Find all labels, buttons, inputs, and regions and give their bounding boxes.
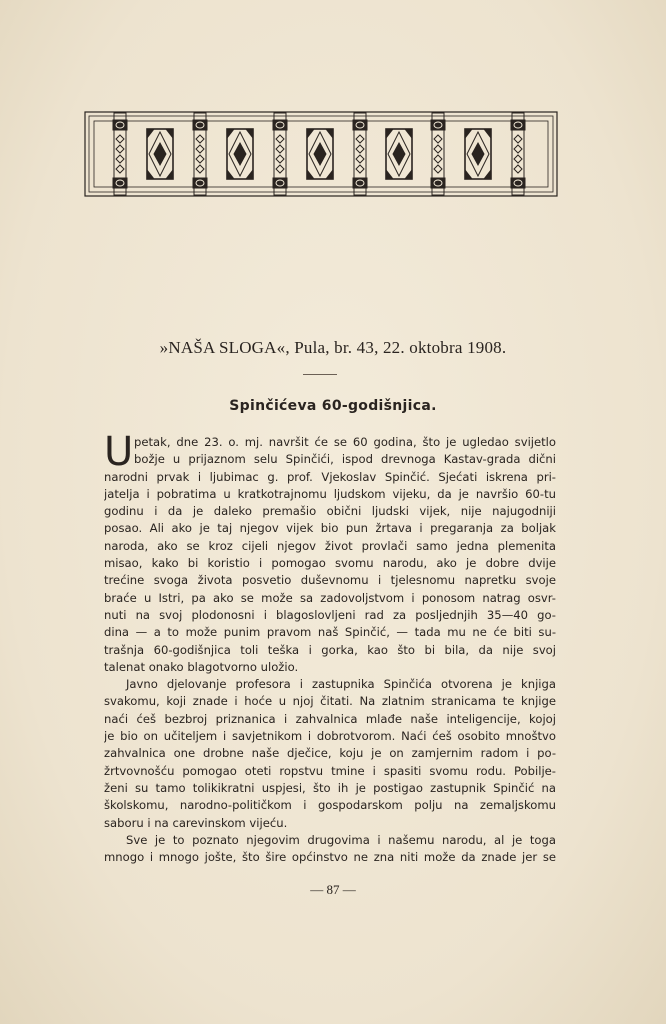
text-line: braće u Istri, pa ako se može sa zadovoljstvom i ponosom natrag osvr- xyxy=(104,590,556,605)
text-line: žrtvovnošću pomogao oteti ropstvu tmine i spasiti svomu rodu. Pobilje- xyxy=(104,763,556,778)
article-body xyxy=(104,429,556,866)
text-line: narodni prvak i ljubimac g. prof. Vjekoslav Spinčić. Sjećati iskrena pri- xyxy=(104,469,556,484)
ornament-column xyxy=(431,113,445,195)
ornament-column xyxy=(113,113,127,195)
newspaper-source-line: »NAŠA SLOGA«, Pula, br. 43, 22. oktobra 1908. xyxy=(159,338,507,357)
text-line: nuti na svoj plodonosni i blagoslovljeni rad za posljednjih 35—40 go- xyxy=(104,607,556,622)
text-line: Sve je to poznato njegovim drugovima i našemu narodu, al je toga xyxy=(126,832,556,847)
page-number: — 87 — xyxy=(310,882,356,897)
ornament-panel xyxy=(147,129,173,179)
text-line: ženi su tamo tolikikratni uspjesi, što ih je postigao zastupnik Spinčić na xyxy=(104,780,556,795)
text-line: školskomu, narodno-političkom i gospodarskom polju na zemaljskomu xyxy=(104,798,556,813)
paragraph-3 xyxy=(104,832,556,867)
ornament-panel xyxy=(465,129,491,179)
text-line: zahvalnica one drobne naše dječice, koju je on zamjernim radom i po- xyxy=(104,746,556,761)
text-line: naroda, ako se kroz cijeli njegov život provlači samo jedna plemenita xyxy=(104,538,556,553)
text-line: dina — a to može punim pravom naš Spinčić, — tada mu ne će biti su- xyxy=(104,625,556,640)
text-line: božje u prijaznom selu Spinčići, ispod drevnoga Kastav-grada dični xyxy=(134,452,556,467)
ornament-panel xyxy=(227,129,253,179)
paragraph-2 xyxy=(104,676,556,832)
ornament-column xyxy=(511,113,525,195)
text-line: talenat onako blagotvorno uložio. xyxy=(104,659,299,674)
ornament-column xyxy=(353,113,367,195)
ornament-panel xyxy=(307,129,333,179)
text-line: mnogo i mnogo jošte, što šire općinstvo ne zna niti može da znade jer se xyxy=(104,850,556,865)
decorative-ornament xyxy=(84,111,558,197)
ornament-panel xyxy=(386,129,412,179)
text-line: naći ćeš bezbroj priznanica i zahvalnica mlađe naše inteligencije, kojoj xyxy=(104,711,556,726)
ornament-column xyxy=(273,113,287,195)
text-line: godinu i da je daleko premašio obični ljudski vijek, nije najugodniji xyxy=(104,504,556,519)
text-line: Javno djelovanje profesora i zastupnika Spinčića otvorena je knjiga xyxy=(126,677,556,692)
text-line: svakomu, koji znade i hoće u njoj čitati. Na zlatnim stranicama te knjige xyxy=(104,694,556,709)
text-line: misao, kako bi koristio i pomogao svomu narodu, ako je dobre dvije xyxy=(104,556,556,571)
divider-rule xyxy=(303,374,337,375)
text-line: posao. Ali ako je taj njegov vijek bio pun žrtava i pregaranja za boljak xyxy=(104,521,556,536)
ornament-column xyxy=(193,113,207,195)
article-title: Spinčićeva 60-godišnjica. xyxy=(229,398,437,414)
text-line: jatelja i pobratima u kratkotrajnomu ljudskom vijeku, da je navršio 60-tu xyxy=(104,486,556,501)
text-line: saboru i na carevinskom vijeću. xyxy=(104,815,288,830)
text-line: trašnja 60-godišnjica toli teška i gorka, kao što bi bila, da nije svoj xyxy=(104,642,556,657)
text-line: petak, dne 23. o. mj. navršit će se 60 godina, što je ugledao svijetlo xyxy=(134,435,556,449)
text-line: je bio on učiteljem i savjetnikom i dobrotvorom. Naći ćeš osobito mnoštvo xyxy=(104,729,556,744)
drop-cap: U xyxy=(104,429,134,475)
paragraph-1 xyxy=(104,429,556,676)
text-line: trećine svoga života posvetio duševnomu i tjelesnomu napretku svoje xyxy=(104,573,556,588)
